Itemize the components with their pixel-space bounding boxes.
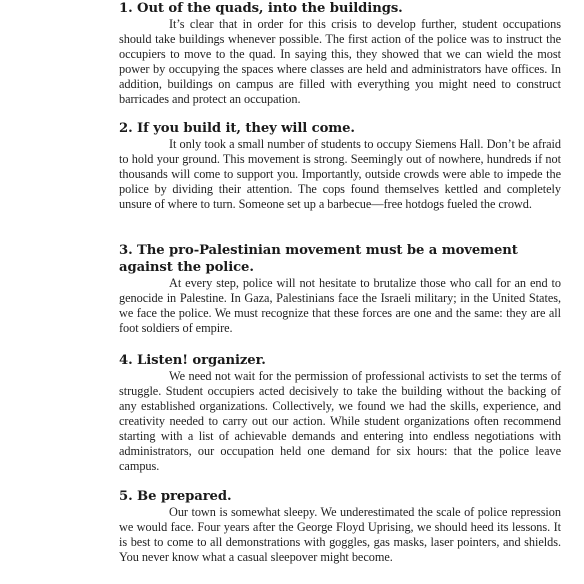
section-body: It only took a small number of students to occupy Siemens Hall. Don’t be afraid to hold your ground. This movement is strong. Seemingly out of nowhere, hundreds if not thousands will come to support you. Importantly, outside crowds were able to impede the police by dividing their attention. The cops found themselves kettled and completely unsure of where to turn. Someone set up a barbecue—free hotdogs fueled the crowd. <box>119 137 561 211</box>
section-heading: 3. The pro-Palestinian movement must be a movement against the police. <box>119 243 518 275</box>
section-heading: 2. If you build it, they will come. <box>119 121 355 136</box>
section-heading: 5. Be prepared. <box>119 489 232 504</box>
section-listen-organizer <box>119 352 561 474</box>
section-body: At every step, police will not hesitate to brutalize those who call for an end to genocide in Palestine. In Gaza, Palestinians face the Israeli military; in the United States, we face the police. We must recognize that these forces are one and the same: they are all foot soldiers of empire. <box>119 276 561 335</box>
section-heading: 1. Out of the quads, into the buildings. <box>119 1 403 16</box>
section-body: It’s clear that in order for this crisis to develop further, student occupations should take buildings whenever possible. The first action of the police was to instruct the occupiers to move to the quad. In saying this, they showed that we can wield the most power by occupying the spaces where classes are held and administrators have offices. In addition, buildings on campus are filled with everything you might need to construct barricades and protect an occupation. <box>119 17 561 106</box>
section-out-of-the-quads <box>119 0 561 107</box>
section-pro-palestinian-movement <box>119 242 561 336</box>
section-body: We need not wait for the permission of professional activists to set the terms of struggle. Student occupiers acted decisively to take the building without the backing of any established organizations. Collectively, we found we had the skills, experience, and creativity needed to carry out our action. While student organizations often recommend starting with a list of achievable demands and entering into endless negotiations with administrators, our occupation held one demand for six hours: that the police leave campus. <box>119 369 561 473</box>
section-be-prepared <box>119 488 561 565</box>
section-body: Our town is somewhat sleepy. We underestimated the scale of police repression we would face. Four years after the George Floyd Uprising, we should heed its lessons. It is best to come to all demonstrations with goggles, gas masks, laser pointers, and shields. You never know what a casual sleepover might become. <box>119 505 561 564</box>
section-heading: 4. Listen! organizer. <box>119 353 266 368</box>
section-if-you-build-it <box>119 120 561 212</box>
